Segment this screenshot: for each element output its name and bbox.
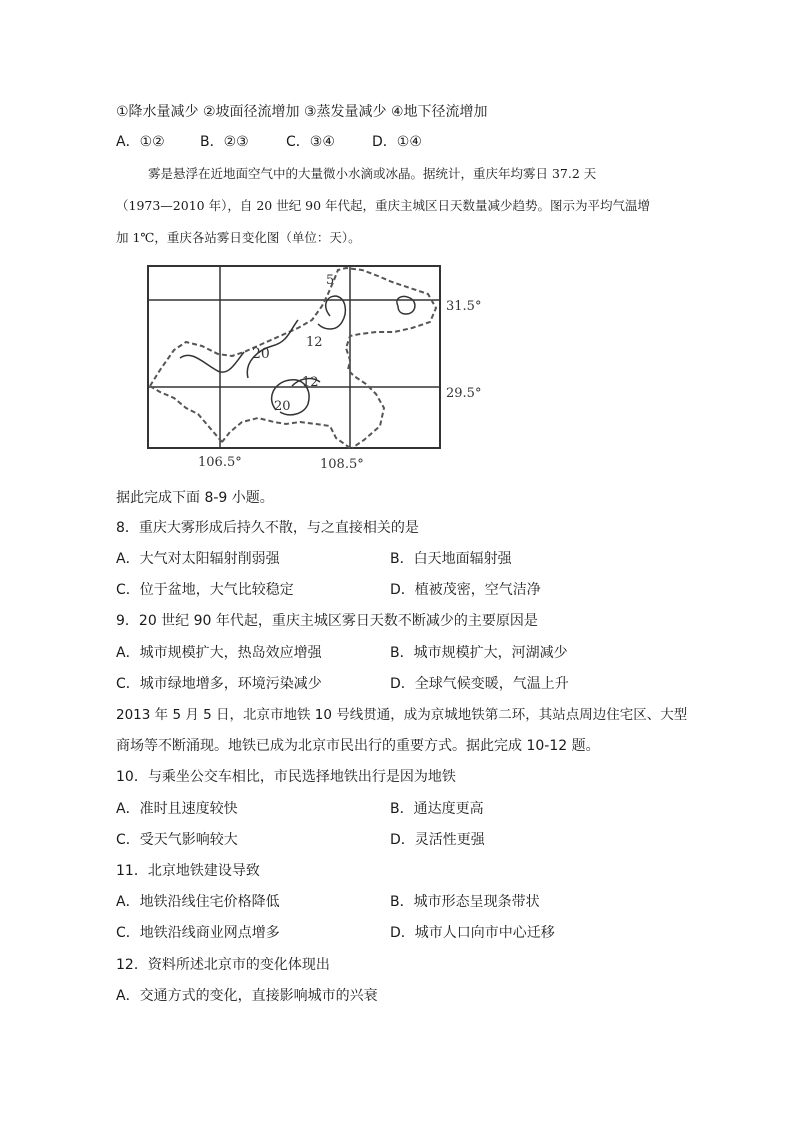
q8-option-c: C．位于盆地，大气比较稳定 <box>116 582 294 598</box>
q10-option-a: A．准时且速度较快 <box>116 801 238 817</box>
q7-choice-d: D．①④ <box>372 134 422 150</box>
map-label-lat-south: 29.5° <box>446 386 482 401</box>
map-label-iso-20-south: 20 <box>274 399 291 414</box>
map-label-iso-12-north: 12 <box>306 335 323 350</box>
q11-option-b: B．城市形态呈现条带状 <box>390 894 540 910</box>
q11-option-d: D．城市人口向市中心迁移 <box>390 925 555 941</box>
map-label-lat-north: 31.5° <box>446 299 482 314</box>
q9-option-d: D．全球气候变暖，气温上升 <box>390 676 569 692</box>
map-frame <box>148 266 440 448</box>
q8-stem: 8．重庆大雾形成后持久不散，与之直接相关的是 <box>116 520 419 536</box>
q10-stem: 10．与乘坐公交车相比，市民选择地铁出行是因为地铁 <box>116 769 456 785</box>
q8-option-a: A．大气对太阳辐射削弱强 <box>116 551 280 567</box>
prompt-8-9: 据此完成下面 8-9 小题。 <box>116 490 274 506</box>
map-label-iso-12-south: 12 <box>302 375 319 390</box>
fog-change-map <box>140 258 510 478</box>
map-isoline-12-loop <box>318 296 345 329</box>
q10-option-d: D．灵活性更强 <box>390 832 485 848</box>
fog-intro-line-3: 加 1℃，重庆各站雾日变化图（单位：天）。 <box>116 230 361 245</box>
q9-option-b: B．城市规模扩大，河湖减少 <box>390 645 568 661</box>
metro-intro-line-1: 2013 年 5 月 5 日，北京市地铁 10 号线贯通，成为京城地铁第二环，其站点周边住宅区、大型 <box>116 707 688 723</box>
map-label-iso-5: 5 <box>326 273 335 288</box>
q12-stem: 12．资料所述北京市的变化体现出 <box>116 957 330 973</box>
q8-option-b: B．白天地面辐射强 <box>390 551 512 567</box>
q12-option-a: A．交通方式的变化，直接影响城市的兴衰 <box>116 988 378 1004</box>
q11-stem: 11．北京地铁建设导致 <box>116 863 260 879</box>
map-isoline-5-north <box>397 296 415 314</box>
fog-intro-line-2: （1973—2010 年），自 20 世纪 90 年代起，重庆主城区日天数量减少趋势。图示为平均气温增 <box>116 198 651 213</box>
map-label-iso-20-west: 20 <box>252 346 270 362</box>
fog-intro-line-1: 雾是悬浮在近地面空气中的大量微小水滴或冰晶。据统计，重庆年均雾日 37.2 天 <box>148 166 597 181</box>
q9-option-c: C．城市绿地增多，环境污染减少 <box>116 676 322 692</box>
q10-option-c: C．受天气影响较大 <box>116 832 238 848</box>
q7-choice-c: C．③④ <box>286 134 335 150</box>
q9-stem: 9．20 世纪 90 年代起，重庆主城区雾日天数不断减少的主要原因是 <box>116 613 538 629</box>
metro-intro-line-2: 商场等不断涌现。地铁已成为北京市民出行的重要方式。据此完成 10-12 题。 <box>116 738 600 754</box>
q10-option-b: B．通达度更高 <box>390 801 484 817</box>
q9-option-a: A．城市规模扩大，热岛效应增强 <box>116 645 322 661</box>
map-label-lon-east: 108.5° <box>320 457 364 472</box>
map-label-lon-west: 106.5° <box>198 455 242 470</box>
q8-option-d: D．植被茂密，空气洁净 <box>390 582 541 598</box>
map-dashed-boundary <box>150 268 436 448</box>
q11-option-a: A．地铁沿线住宅价格降低 <box>116 894 280 910</box>
q11-option-c: C．地铁沿线商业网点增多 <box>116 925 280 941</box>
q7-choice-a: A．①② <box>116 134 165 150</box>
q7-options-line: ①降水量减少 ②坡面径流增加 ③蒸发量减少 ④地下径流增加 <box>116 104 488 120</box>
q7-choice-b: B．②③ <box>200 134 249 150</box>
